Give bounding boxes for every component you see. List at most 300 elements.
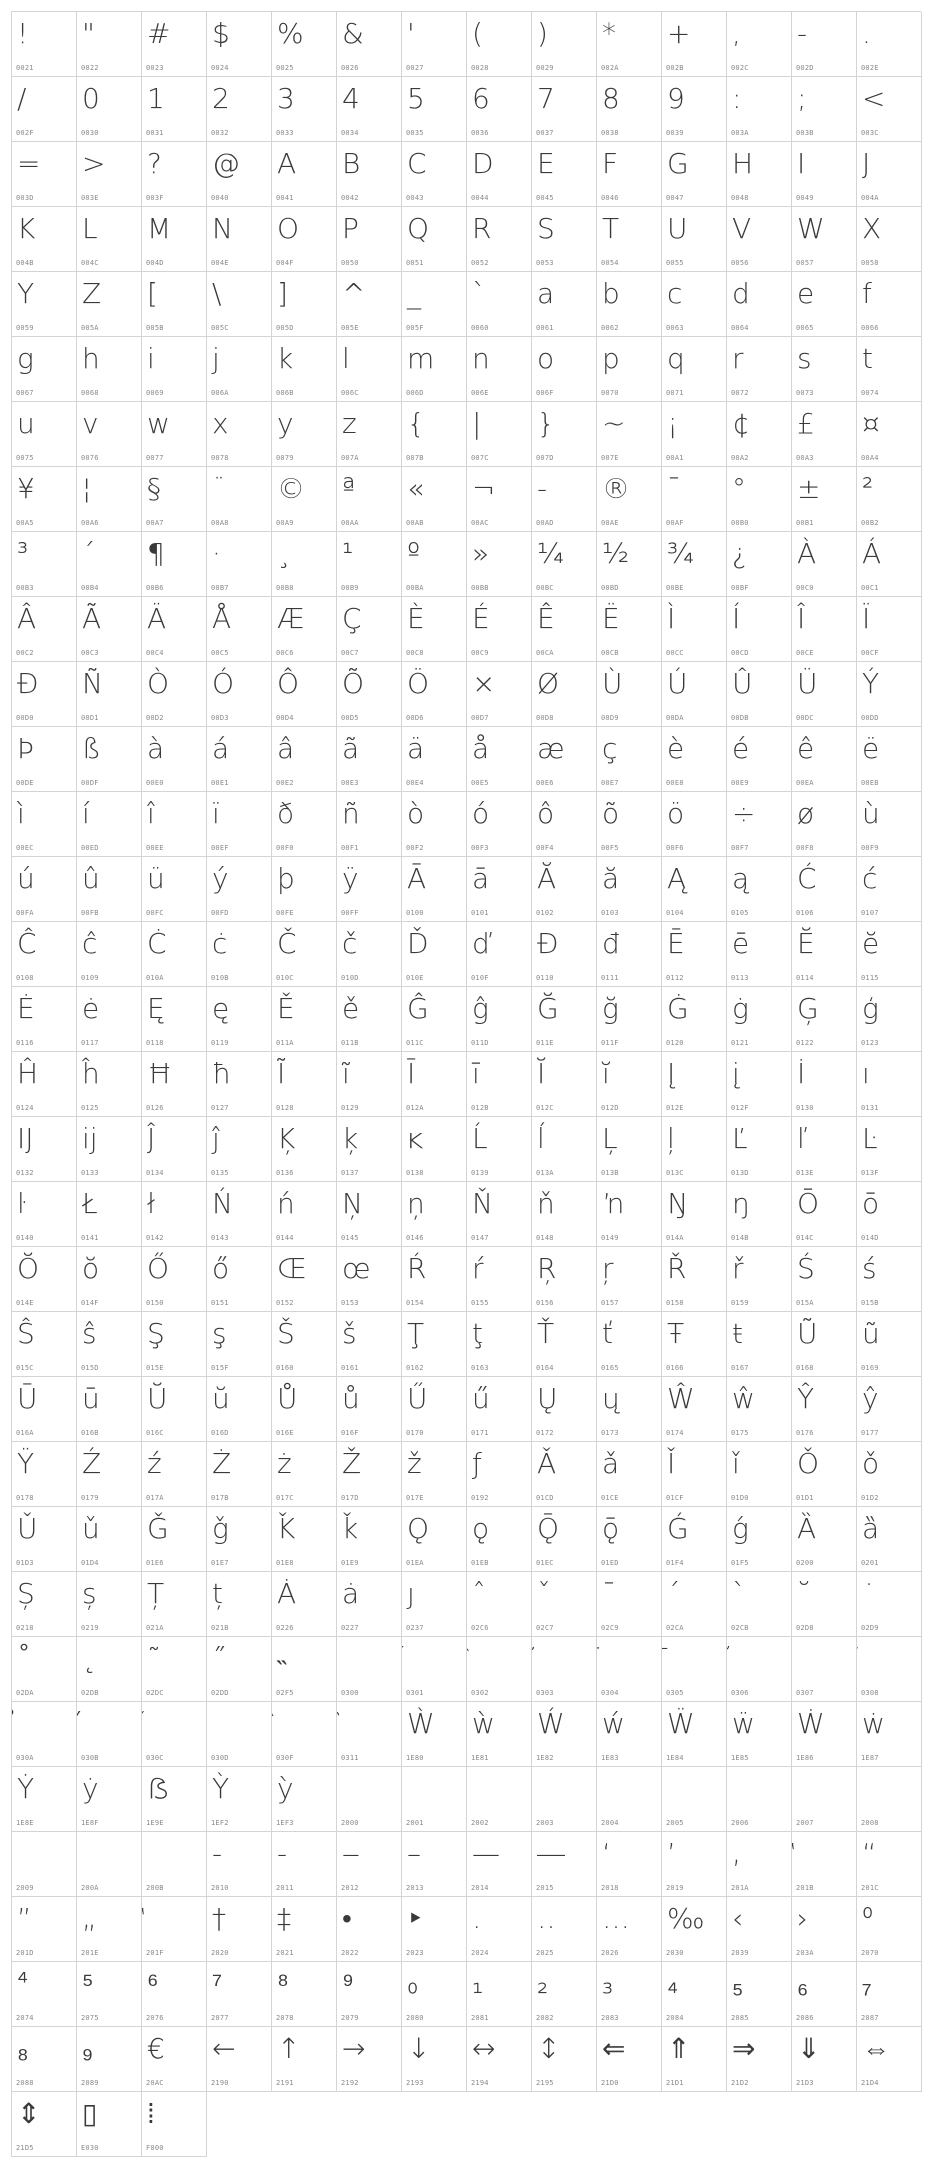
glyph-cell (727, 1637, 792, 1702)
glyph-cell (597, 1052, 662, 1117)
glyph-cell (272, 467, 337, 532)
glyph-char: w (147, 407, 170, 440)
glyph-cell (402, 2027, 467, 2092)
glyph-codepoint: 0027 (406, 64, 424, 72)
glyph-cell (272, 1962, 337, 2027)
glyph-codepoint: 21D0 (601, 2079, 619, 2087)
glyph-cell (857, 1312, 922, 1377)
glyph-cell (857, 1962, 922, 2027)
glyph-char: Ĉ (17, 927, 37, 960)
glyph-codepoint: 0110 (536, 974, 554, 982)
glyph-char: / (17, 82, 27, 115)
glyph-codepoint: 002A (601, 64, 619, 72)
glyph-cell (402, 1962, 467, 2027)
glyph-codepoint: 200A (81, 1884, 99, 1892)
glyph-char: « (407, 472, 425, 505)
glyph-codepoint: 01E8 (276, 1559, 294, 1567)
glyph-cell (12, 1312, 77, 1377)
glyph-codepoint: 0141 (81, 1234, 99, 1242)
glyph-char: Ỳ (212, 1772, 230, 1805)
glyph-char: Ë (602, 602, 620, 635)
glyph-char: ₀ (407, 1967, 419, 2000)
glyph-cell (12, 1962, 77, 2027)
glyph-char: ÿ (342, 862, 359, 895)
glyph-cell (207, 1442, 272, 1507)
glyph-codepoint: 0178 (16, 1494, 34, 1502)
glyph-cell (857, 987, 922, 1052)
glyph-char: Ŕ (407, 1252, 427, 1285)
glyph-codepoint: 0218 (16, 1624, 34, 1632)
glyph-cell (467, 1117, 532, 1182)
glyph-cell (207, 1052, 272, 1117)
glyph-cell (402, 402, 467, 467)
glyph-codepoint: 007E (601, 454, 619, 462)
glyph-cell (337, 467, 402, 532)
glyph-codepoint: 0132 (16, 1169, 34, 1177)
glyph-char: ⁶ (147, 1967, 159, 2000)
glyph-codepoint: 2030 (666, 1949, 684, 1957)
glyph-cell (272, 792, 337, 857)
glyph-char: l (342, 342, 350, 375)
glyph-codepoint: 0112 (666, 974, 684, 982)
glyph-char: ⁰ (862, 1902, 874, 1935)
glyph-codepoint: 00CE (796, 649, 814, 657)
glyph-char: Ç (342, 602, 362, 635)
glyph-codepoint: 00B0 (731, 519, 749, 527)
glyph-cell (662, 1507, 727, 1572)
glyph-char: ė (82, 992, 100, 1025)
glyph-cell (727, 207, 792, 272)
glyph-char: ň (537, 1187, 555, 1220)
glyph-codepoint: 00DC (796, 714, 814, 722)
glyph-cell (727, 1702, 792, 1767)
glyph-codepoint: 00D3 (211, 714, 229, 722)
glyph-cell (467, 402, 532, 467)
glyph-char: Û (732, 667, 753, 700)
glyph-codepoint: 0024 (211, 64, 229, 72)
glyph-char: ↔ (472, 2032, 496, 2065)
glyph-char: ǔ (82, 1512, 100, 1545)
glyph-codepoint: 0114 (796, 974, 814, 982)
glyph-cell (272, 1377, 337, 1442)
glyph-codepoint: 007C (471, 454, 489, 462)
glyph-codepoint: 0022 (81, 64, 99, 72)
glyph-cell (207, 1312, 272, 1377)
glyph-char: c (667, 277, 683, 310)
glyph-cell (792, 987, 857, 1052)
glyph-cell (597, 402, 662, 467)
glyph-codepoint: 21D3 (796, 2079, 814, 2087)
glyph-codepoint: 01D1 (796, 1494, 814, 1502)
glyph-cell (597, 77, 662, 142)
glyph-cell (77, 1117, 142, 1182)
glyph-char: ï (212, 797, 220, 830)
glyph-codepoint: 00DD (861, 714, 879, 722)
glyph-char: İ (797, 1057, 806, 1090)
glyph-cell (597, 337, 662, 402)
glyph-char: ˋ (732, 1577, 746, 1610)
glyph-cell (857, 532, 922, 597)
glyph-cell (792, 142, 857, 207)
glyph-char: ỳ (277, 1772, 294, 1805)
glyph-codepoint: 2087 (861, 2014, 879, 2022)
glyph-cell (597, 2027, 662, 2092)
glyph-codepoint: 0226 (276, 1624, 294, 1632)
glyph-codepoint: 0127 (211, 1104, 229, 1112)
glyph-char: Ă (537, 862, 557, 895)
glyph-codepoint: 00F1 (341, 844, 359, 852)
glyph-cell (207, 922, 272, 987)
glyph-codepoint: 2081 (471, 2014, 489, 2022)
glyph-cell (77, 77, 142, 142)
glyph-codepoint: 2194 (471, 2079, 489, 2087)
glyph-codepoint: 0060 (471, 324, 489, 332)
glyph-char: # (147, 17, 171, 50)
glyph-cell (272, 337, 337, 402)
glyph-char: Ż (212, 1447, 232, 1480)
glyph-cell (662, 1897, 727, 1962)
glyph-cell (402, 1182, 467, 1247)
glyph-codepoint: 01D0 (731, 1494, 749, 1502)
glyph-char: ŧ (732, 1317, 743, 1350)
glyph-char: ũ (862, 1317, 880, 1350)
glyph-codepoint: 1EF3 (276, 1819, 294, 1827)
glyph-codepoint: 00DF (81, 779, 99, 787)
glyph-cell (792, 1702, 857, 1767)
glyph-char: ₇ (862, 1967, 872, 2000)
glyph-codepoint: 0144 (276, 1234, 294, 1242)
glyph-char: ¶ (147, 537, 165, 570)
glyph-codepoint: 014A (666, 1234, 684, 1242)
glyph-codepoint: 0166 (666, 1364, 684, 1372)
glyph-char: ₂ (537, 1967, 549, 2000)
glyph-char: Ĥ (17, 1057, 39, 1090)
glyph-cell (727, 662, 792, 727)
glyph-cell (77, 1507, 142, 1572)
glyph-codepoint: 2192 (341, 2079, 359, 2087)
glyph-char: ĉ (82, 927, 98, 960)
glyph-codepoint: 00EF (211, 844, 229, 852)
glyph-char: 3 (277, 82, 295, 115)
glyph-codepoint: 0038 (601, 129, 619, 137)
glyph-char: ˊ (667, 1577, 681, 1610)
glyph-char: ; (797, 82, 807, 115)
glyph-cell (402, 1247, 467, 1312)
glyph-cell (337, 1897, 402, 1962)
glyph-cell (727, 77, 792, 142)
glyph-cell (402, 467, 467, 532)
glyph-cell (662, 2027, 727, 2092)
glyph-cell (857, 1052, 922, 1117)
glyph-char: ĭ (602, 1057, 610, 1090)
glyph-codepoint: 0101 (471, 909, 489, 917)
glyph-cell (597, 532, 662, 597)
glyph-codepoint: 2039 (731, 1949, 749, 1957)
glyph-char: 6 (472, 82, 490, 115)
glyph-char: ¦ (82, 472, 92, 505)
glyph-codepoint: 007B (406, 454, 424, 462)
glyph-char: ´ (82, 537, 96, 570)
glyph-codepoint: 016A (16, 1429, 34, 1437)
glyph-codepoint: 02DD (211, 1689, 229, 1697)
glyph-codepoint: 003D (16, 194, 34, 202)
glyph-char: ș (82, 1577, 97, 1610)
glyph-codepoint: 00B1 (796, 519, 814, 527)
glyph-char: } (537, 407, 555, 440)
glyph-char: æ (537, 732, 565, 765)
glyph-cell (142, 1182, 207, 1247)
glyph-cell (662, 1962, 727, 2027)
glyph-cell (207, 532, 272, 597)
glyph-codepoint: 002E (861, 64, 879, 72)
glyph-char: Ļ (602, 1122, 618, 1155)
glyph-cell (597, 1572, 662, 1637)
glyph-cell (272, 2027, 337, 2092)
glyph-char: O (277, 212, 300, 245)
glyph-char: ‹ (732, 1902, 744, 1935)
glyph-char: Ã (82, 602, 102, 635)
glyph-codepoint: 013F (861, 1169, 879, 1177)
glyph-codepoint: 00CC (666, 649, 684, 657)
glyph-char: - (537, 472, 548, 505)
glyph-codepoint: 00BD (601, 584, 619, 592)
glyph-char: Ĝ (407, 992, 429, 1025)
glyph-codepoint: 00B6 (146, 584, 164, 592)
glyph-char: º (407, 537, 421, 570)
glyph-cell (337, 597, 402, 662)
glyph-cell (857, 402, 922, 467)
glyph-char: X (862, 212, 882, 245)
glyph-char: ₉ (82, 2032, 94, 2065)
glyph-cell (337, 792, 402, 857)
glyph-codepoint: 00D6 (406, 714, 424, 722)
glyph-codepoint: 016C (146, 1429, 164, 1437)
glyph-cell (272, 1182, 337, 1247)
glyph-char: ğ (602, 992, 619, 1025)
glyph-codepoint: 2018 (601, 1884, 619, 1892)
glyph-char: ‚ (732, 1837, 741, 1870)
glyph-codepoint: 002C (731, 64, 749, 72)
glyph-cell (532, 1182, 597, 1247)
glyph-codepoint: 0200 (796, 1559, 814, 1567)
glyph-cell (207, 2027, 272, 2092)
glyph-cell (77, 12, 142, 77)
glyph-cell (142, 1897, 207, 1962)
glyph-char: ę (212, 992, 230, 1025)
glyph-cell (272, 1897, 337, 1962)
glyph-codepoint: 00C9 (471, 649, 489, 657)
glyph-codepoint: 00A7 (146, 519, 164, 527)
glyph-cell (532, 792, 597, 857)
glyph-codepoint: 00FD (211, 909, 229, 917)
glyph-codepoint: 2000 (341, 1819, 359, 1827)
glyph-cell (142, 1962, 207, 2027)
glyph-codepoint: 0057 (796, 259, 814, 267)
glyph-codepoint: 0078 (211, 454, 229, 462)
glyph-codepoint: 0043 (406, 194, 424, 202)
glyph-char: W (797, 212, 825, 245)
glyph-char: ō (862, 1187, 880, 1220)
glyph-codepoint: 0113 (731, 974, 749, 982)
glyph-char: ? (147, 147, 162, 180)
glyph-codepoint: 004C (81, 259, 99, 267)
glyph-char: Ġ (667, 992, 689, 1025)
glyph-cell (792, 727, 857, 792)
glyph-cell (12, 1702, 77, 1767)
glyph-char: ŝ (82, 1317, 97, 1350)
glyph-char: ś (862, 1252, 877, 1285)
glyph-codepoint: 0126 (146, 1104, 164, 1112)
glyph-cell (12, 1572, 77, 1637)
glyph-cell (337, 1312, 402, 1377)
glyph-codepoint: 01CE (601, 1494, 619, 1502)
glyph-codepoint: 0074 (861, 389, 879, 397)
glyph-cell (792, 1962, 857, 2027)
glyph-char: ‰ (667, 1902, 705, 1935)
glyph-char: Ȁ (797, 1512, 817, 1545)
glyph-cell (532, 1832, 597, 1897)
glyph-cell (77, 792, 142, 857)
glyph-cell (662, 792, 727, 857)
glyph-codepoint: 02DC (146, 1689, 164, 1697)
glyph-cell (402, 792, 467, 857)
glyph-cell (467, 2027, 532, 2092)
glyph-char: Ħ (147, 1057, 173, 1090)
glyph-cell (12, 1637, 77, 1702)
glyph-codepoint: 00BF (731, 584, 749, 592)
glyph-cell (272, 727, 337, 792)
glyph-char: Ő (147, 1252, 170, 1285)
glyph-cell (142, 2027, 207, 2092)
glyph-char: ․ (472, 1902, 482, 1935)
glyph-char: S (537, 212, 555, 245)
glyph-cell (402, 1312, 467, 1377)
glyph-cell (727, 1832, 792, 1897)
glyph-cell (142, 1052, 207, 1117)
glyph-char: Ǭ (537, 1512, 560, 1545)
glyph-char: k (277, 342, 294, 375)
glyph-char: n (472, 342, 490, 375)
glyph-char: ź (147, 1447, 162, 1480)
glyph-char: ¯ (667, 472, 681, 505)
glyph-codepoint: 00C0 (796, 584, 814, 592)
glyph-cell (532, 1052, 597, 1117)
glyph-cell (77, 1377, 142, 1442)
glyph-codepoint: 00F7 (731, 844, 749, 852)
glyph-char: Œ (277, 1252, 307, 1285)
glyph-char: Î (797, 602, 806, 635)
glyph-char: ħ (212, 1057, 232, 1090)
glyph-char: u (17, 407, 35, 440)
glyph-codepoint: 2009 (16, 1884, 34, 1892)
glyph-codepoint: 0163 (471, 1364, 489, 1372)
glyph-codepoint: 0075 (16, 454, 34, 462)
glyph-codepoint: 2082 (536, 2014, 554, 2022)
glyph-char: Ņ (342, 1187, 363, 1220)
glyph-char: & (342, 17, 364, 50)
glyph-codepoint: 21D2 (731, 2079, 749, 2087)
glyph-cell (532, 857, 597, 922)
glyph-char: Ò (147, 667, 170, 700)
glyph-char: č (342, 927, 358, 960)
glyph-codepoint: 00E3 (341, 779, 359, 787)
glyph-cell (272, 987, 337, 1052)
glyph-char: ŗ (602, 1252, 614, 1285)
glyph-cell (532, 662, 597, 727)
glyph-cell (662, 857, 727, 922)
glyph-cell (77, 1312, 142, 1377)
glyph-codepoint: 0072 (731, 389, 749, 397)
glyph-cell (532, 1702, 597, 1767)
glyph-cell (402, 1897, 467, 1962)
glyph-cell (857, 922, 922, 987)
glyph-codepoint: 005C (211, 324, 229, 332)
glyph-char: ǭ (602, 1512, 620, 1545)
glyph-codepoint: 0177 (861, 1429, 879, 1437)
glyph-cell (662, 662, 727, 727)
glyph-codepoint: 00B9 (341, 584, 359, 592)
glyph-char: ] (277, 277, 288, 310)
glyph-char: ˵ (277, 1642, 287, 1675)
glyph-cell (467, 1702, 532, 1767)
glyph-cell (857, 792, 922, 857)
glyph-cell (77, 337, 142, 402)
glyph-cell (532, 1637, 597, 1702)
glyph-char: Ẏ (17, 1772, 35, 1805)
glyph-char: † (212, 1902, 226, 1935)
glyph-codepoint: 00D4 (276, 714, 294, 722)
glyph-codepoint: 0308 (861, 1689, 879, 1697)
glyph-char: – (407, 1837, 421, 1870)
glyph-cell (792, 1312, 857, 1377)
glyph-cell (857, 1637, 922, 1702)
glyph-codepoint: 0172 (536, 1429, 554, 1437)
glyph-char: € (147, 2032, 165, 2065)
glyph-char: ď (472, 927, 490, 960)
glyph-cell (662, 1052, 727, 1117)
glyph-char: Ū (17, 1382, 38, 1415)
glyph-cell (272, 1767, 337, 1832)
glyph-char: å (472, 732, 490, 765)
glyph-codepoint: 0073 (796, 389, 814, 397)
glyph-cell (77, 597, 142, 662)
glyph-cell (662, 1767, 727, 1832)
glyph-char: ñ (342, 797, 360, 830)
glyph-char: Ķ (277, 1122, 296, 1155)
glyph-char: Ǐ (667, 1447, 676, 1480)
glyph-char: Æ (277, 602, 305, 635)
glyph-cell (77, 857, 142, 922)
glyph-cell (857, 207, 922, 272)
glyph-codepoint: 0174 (666, 1429, 684, 1437)
glyph-codepoint: 00D0 (16, 714, 34, 722)
glyph-cell (467, 337, 532, 402)
glyph-char: 5 (407, 82, 425, 115)
glyph-cell (272, 662, 337, 727)
glyph-char: È (407, 602, 425, 635)
glyph-char: G (667, 147, 689, 180)
glyph-char: Q (407, 212, 430, 245)
glyph-char: … (602, 1902, 630, 1935)
glyph-codepoint: 01E6 (146, 1559, 164, 1567)
glyph-char: • (342, 1902, 352, 1935)
glyph-char: Ų (537, 1382, 558, 1415)
glyph-char: D (472, 147, 494, 180)
glyph-codepoint: 0167 (731, 1364, 749, 1372)
glyph-char: ‑ (277, 1837, 288, 1870)
glyph-cell (857, 1442, 922, 1507)
glyph-cell (142, 727, 207, 792)
